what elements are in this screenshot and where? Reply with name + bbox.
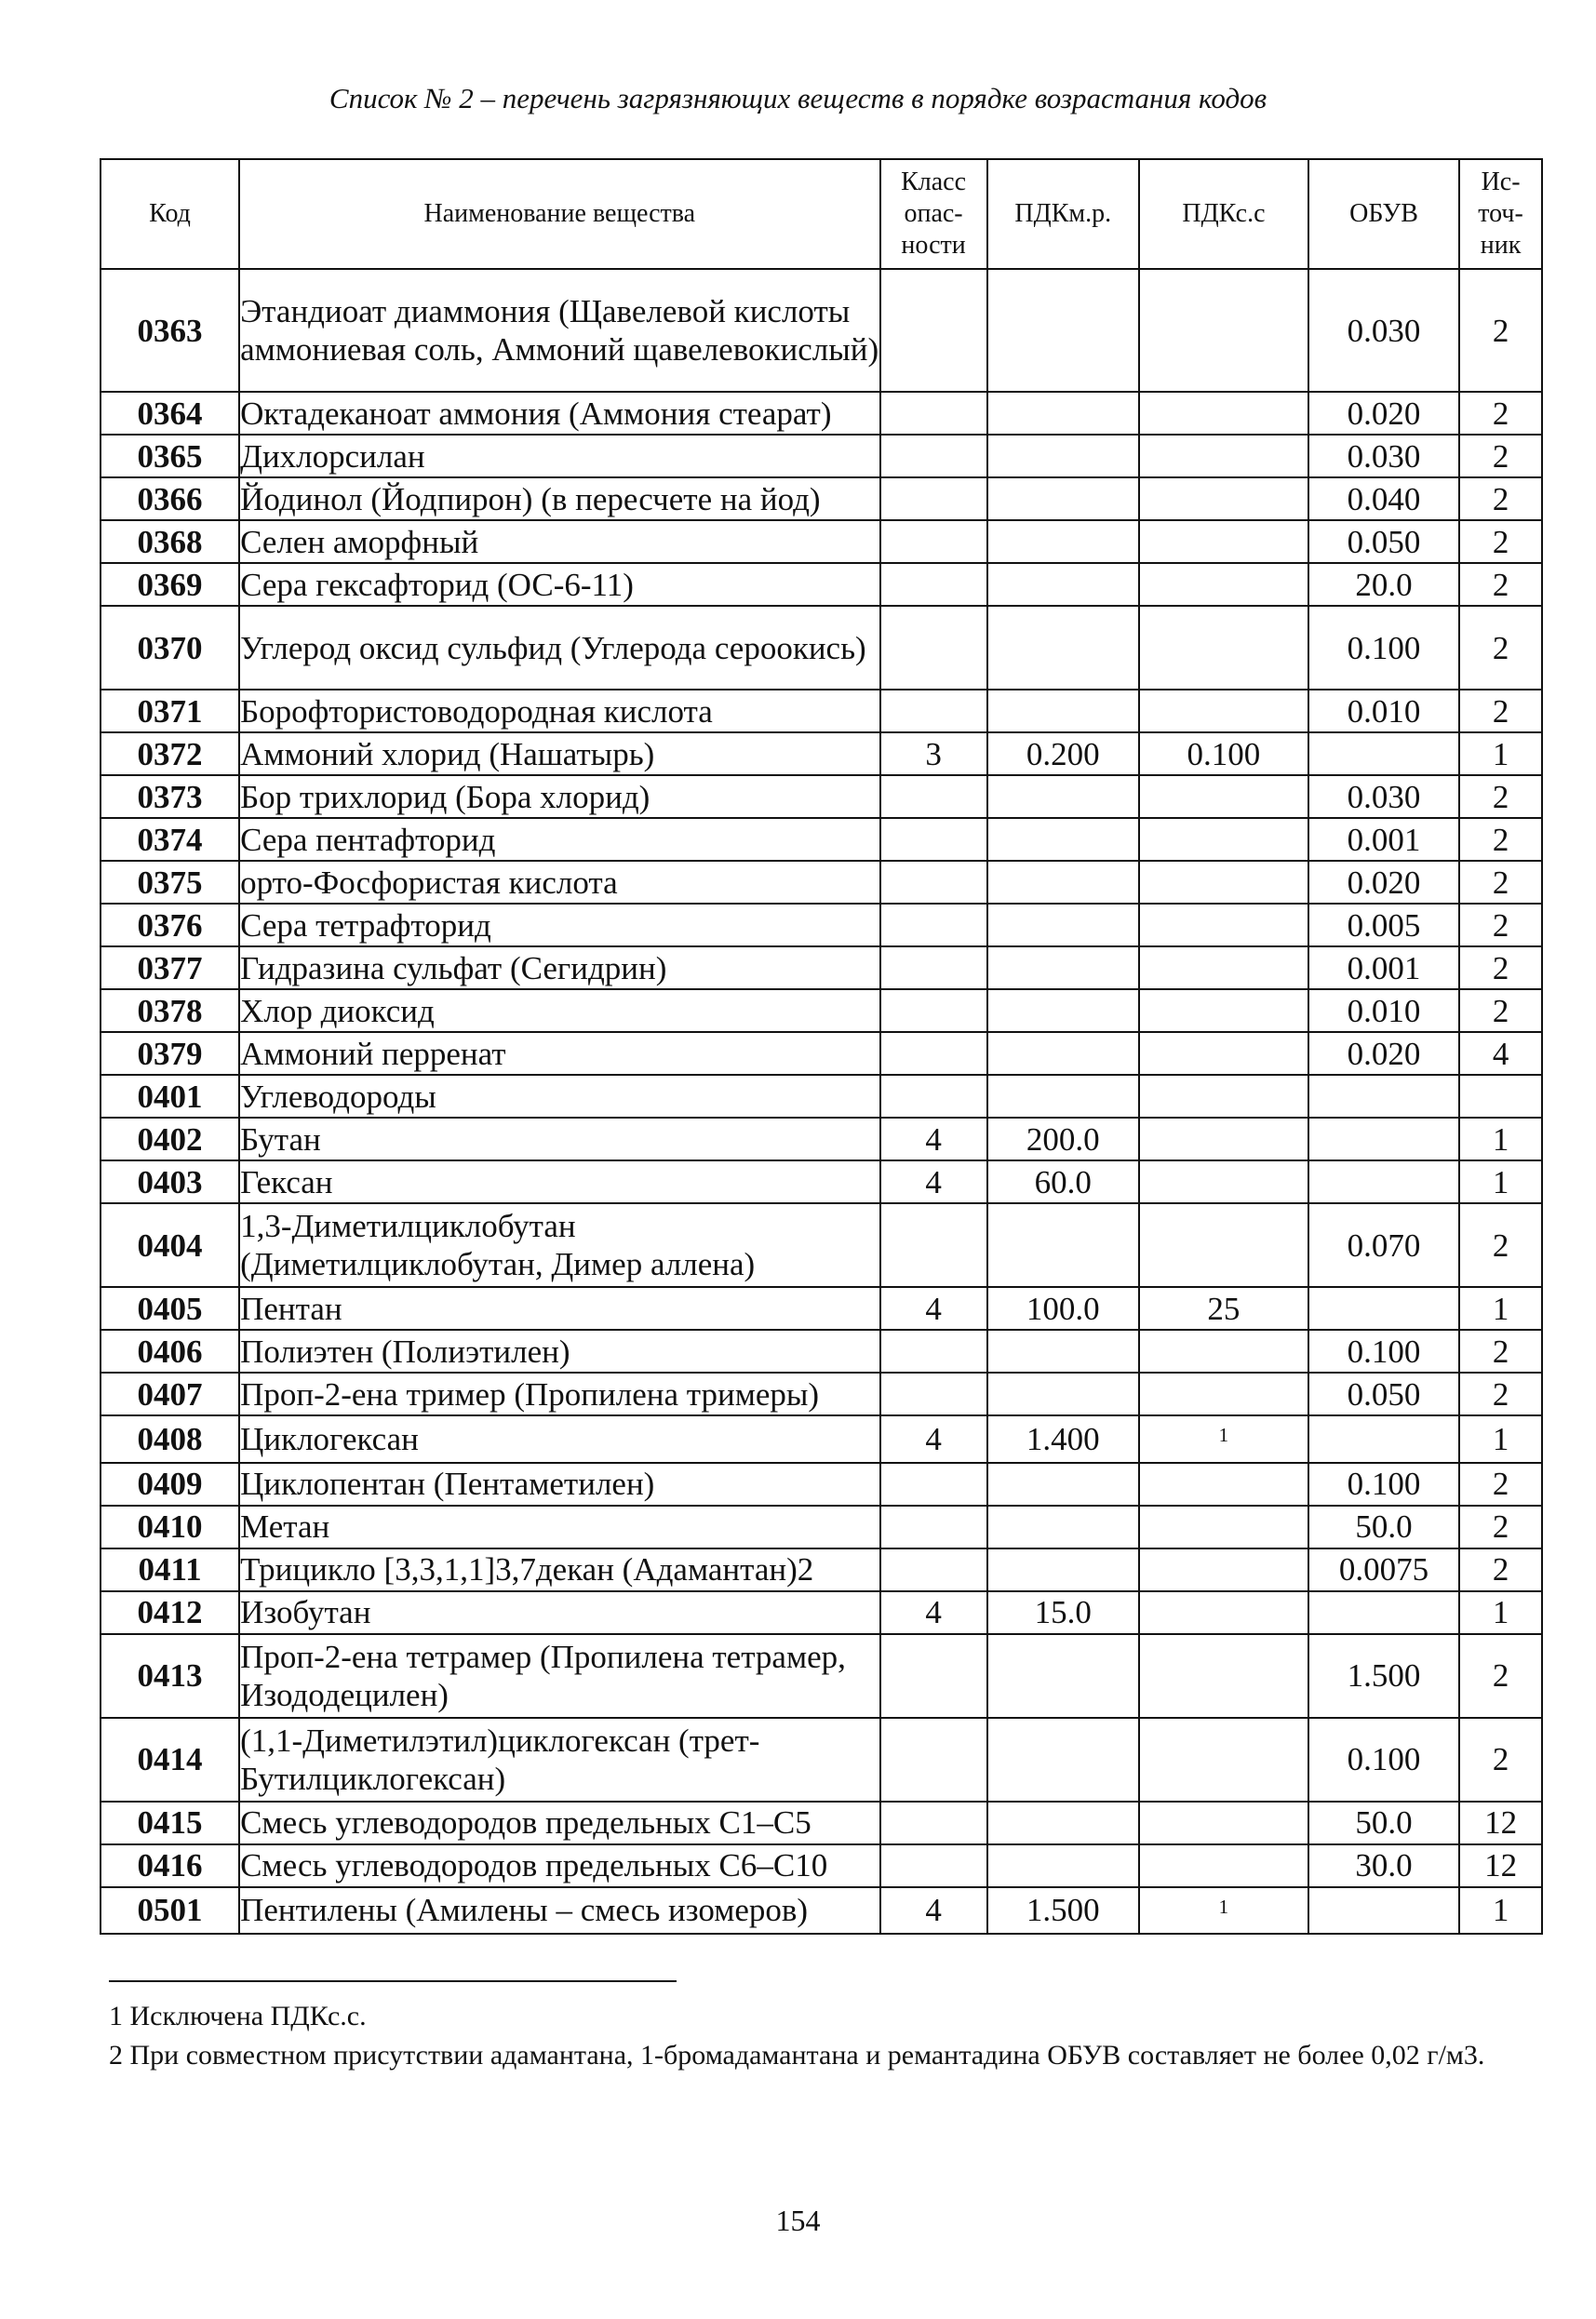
cell-pdk-ss: 25 [1139, 1287, 1308, 1330]
cell-obuv: 0.030 [1308, 435, 1459, 477]
cell-code: 0372 [101, 732, 239, 775]
cell-obuv: 0.050 [1308, 1373, 1459, 1415]
cell-code: 0410 [101, 1506, 239, 1548]
cell-pdk-ss [1139, 1373, 1308, 1415]
cell-obuv: 0.001 [1308, 946, 1459, 989]
header-name: Наименование вещества [239, 159, 879, 269]
cell-source: 2 [1459, 1634, 1542, 1718]
cell-source: 2 [1459, 818, 1542, 861]
cell-pdk-ss [1139, 1203, 1308, 1287]
header-source: Ис-точ-ник [1459, 159, 1542, 269]
cell-pdk-mr: 1.400 [987, 1415, 1139, 1463]
cell-pdk-mr: 0.200 [987, 732, 1139, 775]
cell-source: 2 [1459, 520, 1542, 563]
cell-code: 0379 [101, 1032, 239, 1075]
cell-name: Сера пентафторид [239, 818, 879, 861]
cell-name: Углеводороды [239, 1075, 879, 1118]
cell-name: Хлор диоксид [239, 989, 879, 1032]
cell-hazard-class [880, 946, 987, 989]
cell-obuv: 0.020 [1308, 861, 1459, 904]
cell-pdk-ss [1139, 861, 1308, 904]
cell-source: 2 [1459, 904, 1542, 946]
cell-pdk-ss [1139, 1844, 1308, 1887]
cell-pdk-mr [987, 818, 1139, 861]
cell-hazard-class [880, 1075, 987, 1118]
cell-name: Циклопентан (Пентаметилен) [239, 1463, 879, 1506]
cell-pdk-ss [1139, 1160, 1308, 1203]
header-code: Код [101, 159, 239, 269]
cell-hazard-class [880, 392, 987, 435]
cell-code: 0402 [101, 1118, 239, 1160]
cell-pdk-mr [987, 1844, 1139, 1887]
cell-pdk-ss [1139, 690, 1308, 732]
cell-pdk-ss [1139, 1075, 1308, 1118]
cell-obuv: 0.001 [1308, 818, 1459, 861]
cell-source: 2 [1459, 1330, 1542, 1373]
cell-source: 4 [1459, 1032, 1542, 1075]
cell-source: 2 [1459, 1203, 1542, 1287]
cell-code: 0415 [101, 1802, 239, 1844]
cell-name: Этандиоат диаммония (Щавелевой кислоты аммониевая соль, Аммоний щавелевокислый) [239, 269, 879, 392]
cell-hazard-class [880, 520, 987, 563]
cell-obuv: 30.0 [1308, 1844, 1459, 1887]
cell-code: 0407 [101, 1373, 239, 1415]
cell-code: 0369 [101, 563, 239, 606]
cell-obuv: 0.100 [1308, 1718, 1459, 1802]
footnotes [109, 1999, 1523, 2077]
cell-source: 2 [1459, 1506, 1542, 1548]
table-row [101, 732, 1542, 775]
cell-pdk-mr [987, 1463, 1139, 1506]
table-header-row [101, 159, 1542, 269]
table-row [101, 690, 1542, 732]
cell-source: 12 [1459, 1844, 1542, 1887]
cell-hazard-class: 4 [880, 1287, 987, 1330]
cell-name: Бор трихлорид (Бора хлорид) [239, 775, 879, 818]
cell-obuv: 0.030 [1308, 775, 1459, 818]
cell-hazard-class [880, 1802, 987, 1844]
cell-pdk-mr: 1.500 [987, 1887, 1139, 1935]
table-row [101, 1203, 1542, 1287]
cell-source: 1 [1459, 1160, 1542, 1203]
cell-obuv [1308, 1287, 1459, 1330]
cell-obuv: 50.0 [1308, 1802, 1459, 1844]
cell-pdk-ss: 0.100 [1139, 732, 1308, 775]
cell-source: 2 [1459, 989, 1542, 1032]
cell-pdk-ss [1139, 477, 1308, 520]
cell-pdk-ss [1139, 1887, 1308, 1935]
cell-obuv [1308, 1075, 1459, 1118]
cell-obuv: 20.0 [1308, 563, 1459, 606]
cell-obuv: 1.500 [1308, 1634, 1459, 1718]
cell-code: 0368 [101, 520, 239, 563]
cell-source: 2 [1459, 392, 1542, 435]
cell-pdk-ss [1139, 1118, 1308, 1160]
cell-name: Сера гексафторид (ОС-6-11) [239, 563, 879, 606]
cell-pdk-ss [1139, 989, 1308, 1032]
cell-pdk-mr [987, 392, 1139, 435]
cell-obuv: 0.100 [1308, 1463, 1459, 1506]
cell-code: 0378 [101, 989, 239, 1032]
table-row [101, 520, 1542, 563]
cell-obuv: 50.0 [1308, 1506, 1459, 1548]
cell-source: 2 [1459, 946, 1542, 989]
page-title: Список № 2 – перечень загрязняющих веществ в порядке возрастания кодов [329, 82, 1267, 114]
cell-source: 2 [1459, 477, 1542, 520]
cell-pdk-ss [1139, 1415, 1308, 1463]
cell-name: Смесь углеводородов предельных C1–C5 [239, 1802, 879, 1844]
cell-code: 0401 [101, 1075, 239, 1118]
cell-pdk-ss [1139, 435, 1308, 477]
cell-source: 2 [1459, 1463, 1542, 1506]
cell-code: 0412 [101, 1591, 239, 1634]
cell-source: 1 [1459, 1415, 1542, 1463]
cell-pdk-mr [987, 1373, 1139, 1415]
cell-pdk-ss [1139, 1548, 1308, 1591]
cell-source: 2 [1459, 606, 1542, 690]
table-row [101, 818, 1542, 861]
table-row [101, 1718, 1542, 1802]
cell-hazard-class: 3 [880, 732, 987, 775]
cell-source: 2 [1459, 861, 1542, 904]
cell-source: 2 [1459, 563, 1542, 606]
cell-hazard-class: 4 [880, 1160, 987, 1203]
cell-source: 1 [1459, 1287, 1542, 1330]
cell-obuv [1308, 732, 1459, 775]
table-row [101, 477, 1542, 520]
cell-source: 2 [1459, 269, 1542, 392]
table-row [101, 946, 1542, 989]
cell-source: 2 [1459, 775, 1542, 818]
cell-pdk-ss [1139, 1802, 1308, 1844]
cell-hazard-class [880, 775, 987, 818]
header-pdk-mr: ПДКм.р. [987, 159, 1139, 269]
cell-hazard-class [880, 1844, 987, 1887]
header-hazard-class: Класс опас-ности [880, 159, 987, 269]
cell-code: 0411 [101, 1548, 239, 1591]
cell-pdk-mr [987, 1718, 1139, 1802]
footnote-marker: 1 [1218, 1895, 1229, 1918]
cell-pdk-mr: 100.0 [987, 1287, 1139, 1330]
cell-name: Пентан [239, 1287, 879, 1330]
cell-name: Смесь углеводородов предельных C6–C10 [239, 1844, 879, 1887]
table-row [101, 989, 1542, 1032]
cell-source: 2 [1459, 1373, 1542, 1415]
cell-pdk-mr [987, 1506, 1139, 1548]
cell-pdk-ss [1139, 1634, 1308, 1718]
cell-pdk-mr [987, 1634, 1139, 1718]
cell-source: 2 [1459, 1548, 1542, 1591]
cell-obuv: 0.100 [1308, 1330, 1459, 1373]
cell-obuv: 0.040 [1308, 477, 1459, 520]
cell-code: 0374 [101, 818, 239, 861]
cell-code: 0403 [101, 1160, 239, 1203]
table-row [101, 1506, 1542, 1548]
cell-pdk-mr [987, 1075, 1139, 1118]
cell-source: 12 [1459, 1802, 1542, 1844]
cell-hazard-class [880, 435, 987, 477]
cell-obuv: 0.010 [1308, 690, 1459, 732]
cell-pdk-ss [1139, 563, 1308, 606]
cell-source: 1 [1459, 1887, 1542, 1935]
cell-pdk-mr [987, 1203, 1139, 1287]
cell-name: Селен аморфный [239, 520, 879, 563]
cell-code: 0414 [101, 1718, 239, 1802]
table-row [101, 1330, 1542, 1373]
cell-pdk-ss [1139, 1032, 1308, 1075]
table-row [101, 1844, 1542, 1887]
cell-name: Циклогексан [239, 1415, 879, 1463]
cell-hazard-class [880, 1463, 987, 1506]
cell-obuv: 0.0075 [1308, 1548, 1459, 1591]
cell-hazard-class: 4 [880, 1887, 987, 1935]
cell-pdk-ss [1139, 1591, 1308, 1634]
cell-name: Аммоний перренат [239, 1032, 879, 1075]
cell-obuv [1308, 1591, 1459, 1634]
cell-hazard-class: 4 [880, 1591, 987, 1634]
cell-name: Изобутан [239, 1591, 879, 1634]
cell-source: 2 [1459, 1718, 1542, 1802]
cell-pdk-mr: 60.0 [987, 1160, 1139, 1203]
cell-obuv: 0.010 [1308, 989, 1459, 1032]
cell-obuv: 0.100 [1308, 606, 1459, 690]
cell-pdk-mr: 200.0 [987, 1118, 1139, 1160]
cell-hazard-class [880, 477, 987, 520]
cell-pdk-mr [987, 606, 1139, 690]
cell-code: 0416 [101, 1844, 239, 1887]
cell-name: Октадеканоат аммония (Аммония стеарат) [239, 392, 879, 435]
cell-pdk-mr [987, 269, 1139, 392]
cell-source: 1 [1459, 732, 1542, 775]
cell-code: 0363 [101, 269, 239, 392]
table-row [101, 1287, 1542, 1330]
cell-pdk-mr [987, 477, 1139, 520]
cell-name: Гексан [239, 1160, 879, 1203]
cell-hazard-class [880, 690, 987, 732]
cell-code: 0371 [101, 690, 239, 732]
cell-name: Полиэтен (Полиэтилен) [239, 1330, 879, 1373]
cell-hazard-class [880, 861, 987, 904]
cell-name: (1,1-Диметилэтил)циклогексан (трет-Бутилциклогексан) [239, 1718, 879, 1802]
cell-pdk-ss [1139, 946, 1308, 989]
table-row [101, 269, 1542, 392]
cell-code: 0376 [101, 904, 239, 946]
cell-pdk-mr [987, 1032, 1139, 1075]
cell-obuv: 0.005 [1308, 904, 1459, 946]
cell-hazard-class [880, 1548, 987, 1591]
cell-obuv: 0.050 [1308, 520, 1459, 563]
cell-code: 0409 [101, 1463, 239, 1506]
cell-name: Гидразина сульфат (Сегидрин) [239, 946, 879, 989]
table-row [101, 1463, 1542, 1506]
footnote-marker: 1 [1218, 1424, 1229, 1446]
cell-pdk-mr [987, 1548, 1139, 1591]
cell-name: Пентилены (Амилены – смесь изомеров) [239, 1887, 879, 1935]
footnote-1: 1 Исключена ПДКс.с. [109, 2001, 367, 2031]
cell-code: 0501 [101, 1887, 239, 1935]
cell-code: 0365 [101, 435, 239, 477]
cell-source: 2 [1459, 435, 1542, 477]
cell-pdk-ss [1139, 1506, 1308, 1548]
cell-pdk-ss [1139, 904, 1308, 946]
cell-pdk-mr [987, 904, 1139, 946]
cell-pdk-ss [1139, 775, 1308, 818]
cell-pdk-ss [1139, 1463, 1308, 1506]
table-row [101, 1415, 1542, 1463]
substances-table [100, 158, 1543, 1935]
cell-name: Проп-2-ена тример (Пропилена тримеры) [239, 1373, 879, 1415]
header-obuv: ОБУВ [1308, 159, 1459, 269]
cell-obuv [1308, 1118, 1459, 1160]
table-row [101, 1887, 1542, 1935]
cell-hazard-class [880, 1718, 987, 1802]
cell-pdk-ss [1139, 606, 1308, 690]
table-row [101, 1075, 1542, 1118]
cell-hazard-class [880, 1203, 987, 1287]
cell-pdk-mr [987, 520, 1139, 563]
footnote-divider [109, 1980, 677, 1982]
footnote-2: 2 При совместном присутствии адамантана, 1-бромадамантана и ремантадина ОБУВ составляет не более 0,02 г/м3. [109, 2040, 1485, 2071]
table-row [101, 563, 1542, 606]
cell-pdk-ss [1139, 392, 1308, 435]
cell-name: орто-Фосфористая кислота [239, 861, 879, 904]
cell-pdk-ss [1139, 1330, 1308, 1373]
table-row [101, 861, 1542, 904]
cell-obuv: 0.020 [1308, 1032, 1459, 1075]
table-row [101, 1802, 1542, 1844]
cell-hazard-class: 4 [880, 1118, 987, 1160]
table-row [101, 775, 1542, 818]
cell-pdk-mr [987, 1330, 1139, 1373]
cell-pdk-ss [1139, 818, 1308, 861]
cell-code: 0413 [101, 1634, 239, 1718]
header-pdk-ss: ПДКс.с [1139, 159, 1308, 269]
cell-code: 0404 [101, 1203, 239, 1287]
cell-hazard-class [880, 563, 987, 606]
cell-name: Проп-2-ена тетрамер (Пропилена тетрамер, Изододецилен) [239, 1634, 879, 1718]
cell-obuv [1308, 1887, 1459, 1935]
cell-obuv [1308, 1415, 1459, 1463]
cell-hazard-class [880, 1506, 987, 1548]
cell-pdk-ss [1139, 1718, 1308, 1802]
cell-code: 0375 [101, 861, 239, 904]
cell-name: Трицикло [3,3,1,1]3,7декан (Адамантан)2 [239, 1548, 879, 1591]
cell-hazard-class: 4 [880, 1415, 987, 1463]
cell-pdk-ss [1139, 520, 1308, 563]
table-row [101, 1118, 1542, 1160]
cell-pdk-mr [987, 563, 1139, 606]
cell-source [1459, 1075, 1542, 1118]
cell-hazard-class [880, 606, 987, 690]
cell-pdk-mr [987, 775, 1139, 818]
cell-name: Йодинол (Йодпирон) (в пересчете на йод) [239, 477, 879, 520]
table-row [101, 1634, 1542, 1718]
cell-pdk-ss [1139, 269, 1308, 392]
table-row [101, 606, 1542, 690]
cell-name: Аммоний хлорид (Нашатырь) [239, 732, 879, 775]
cell-code: 0377 [101, 946, 239, 989]
cell-name: 1,3-Диметилциклобутан (Диметилциклобутан, Димер аллена) [239, 1203, 879, 1287]
table-row [101, 1591, 1542, 1634]
cell-source: 2 [1459, 690, 1542, 732]
cell-hazard-class [880, 1634, 987, 1718]
cell-pdk-mr [987, 690, 1139, 732]
cell-name: Метан [239, 1506, 879, 1548]
cell-hazard-class [880, 1330, 987, 1373]
cell-obuv: 0.020 [1308, 392, 1459, 435]
cell-name: Бутан [239, 1118, 879, 1160]
cell-name: Борофтористоводородная кислота [239, 690, 879, 732]
cell-source: 1 [1459, 1118, 1542, 1160]
cell-hazard-class [880, 989, 987, 1032]
cell-code: 0366 [101, 477, 239, 520]
table-row [101, 1032, 1542, 1075]
cell-pdk-mr [987, 1802, 1139, 1844]
cell-pdk-mr [987, 989, 1139, 1032]
cell-hazard-class [880, 1032, 987, 1075]
cell-code: 0370 [101, 606, 239, 690]
table-row [101, 1160, 1542, 1203]
cell-source: 1 [1459, 1591, 1542, 1634]
cell-hazard-class [880, 818, 987, 861]
cell-name: Углерод оксид сульфид (Углерода сероокись) [239, 606, 879, 690]
cell-obuv: 0.070 [1308, 1203, 1459, 1287]
cell-code: 0408 [101, 1415, 239, 1463]
cell-code: 0406 [101, 1330, 239, 1373]
table-row [101, 904, 1542, 946]
page-number: 154 [775, 2204, 821, 2237]
cell-pdk-mr [987, 946, 1139, 989]
cell-pdk-mr [987, 435, 1139, 477]
cell-obuv [1308, 1160, 1459, 1203]
table-row [101, 392, 1542, 435]
cell-hazard-class [880, 269, 987, 392]
table-row [101, 1373, 1542, 1415]
cell-name: Дихлорсилан [239, 435, 879, 477]
cell-hazard-class [880, 1373, 987, 1415]
cell-obuv: 0.030 [1308, 269, 1459, 392]
cell-pdk-mr: 15.0 [987, 1591, 1139, 1634]
table-row [101, 435, 1542, 477]
cell-code: 0364 [101, 392, 239, 435]
cell-hazard-class [880, 904, 987, 946]
cell-name: Сера тетрафторид [239, 904, 879, 946]
cell-code: 0373 [101, 775, 239, 818]
table-row [101, 1548, 1542, 1591]
cell-pdk-mr [987, 861, 1139, 904]
cell-code: 0405 [101, 1287, 239, 1330]
